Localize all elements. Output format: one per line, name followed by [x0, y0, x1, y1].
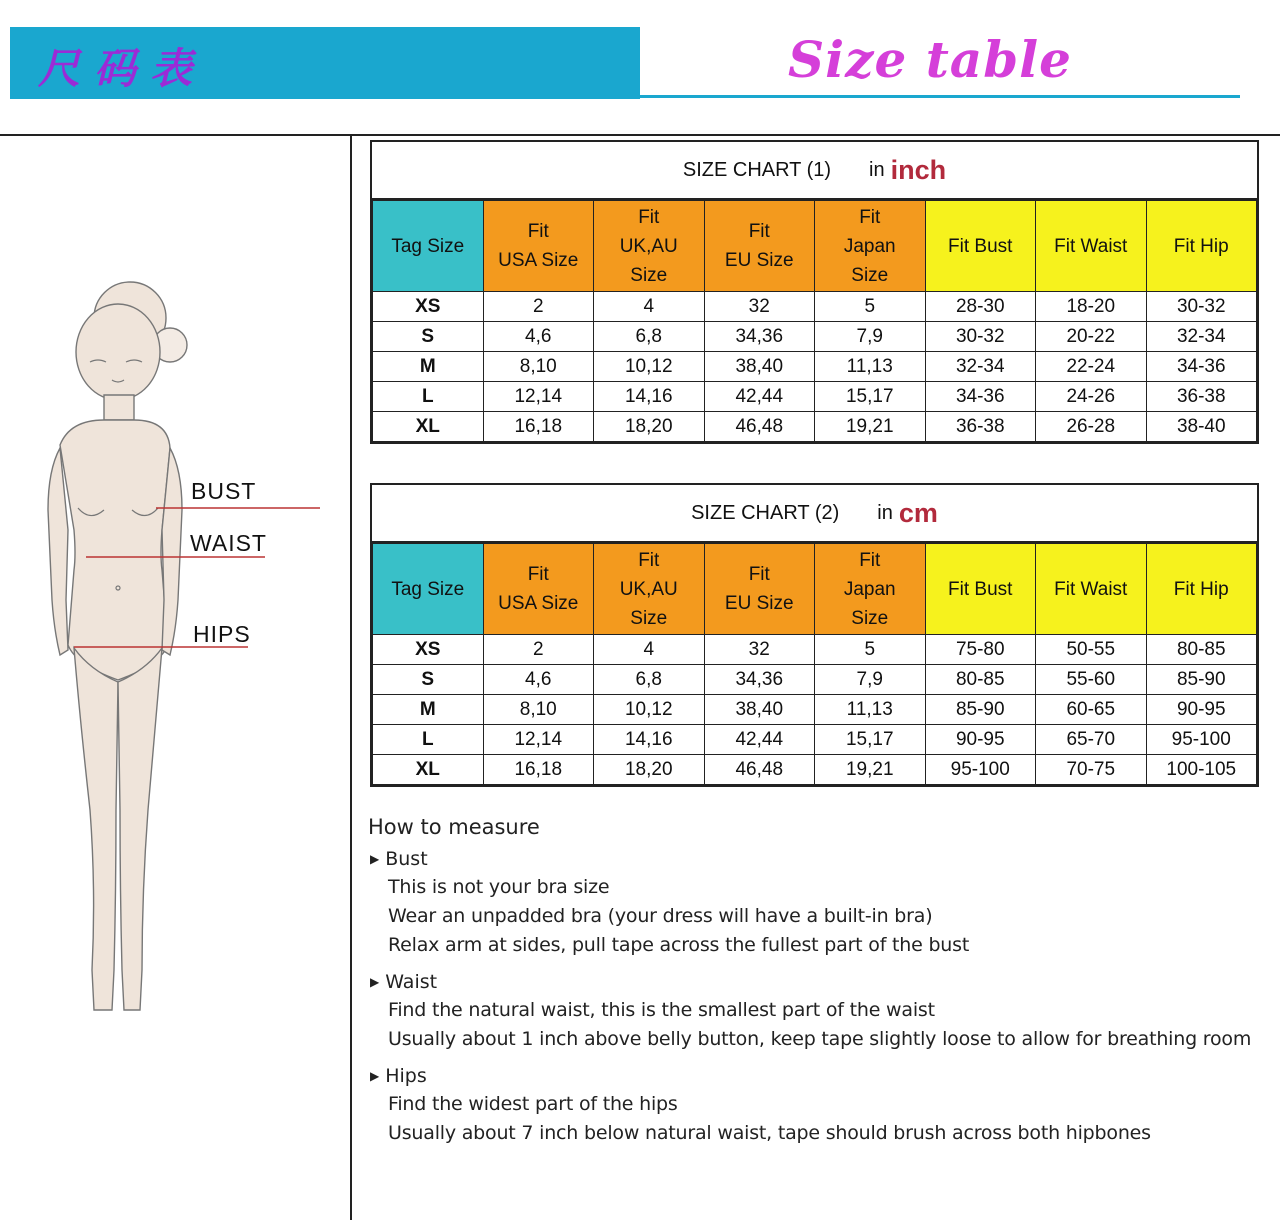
header-line: Size	[851, 607, 889, 629]
table-row	[373, 755, 1257, 785]
header-japan	[815, 544, 926, 635]
header-line: Size	[630, 264, 668, 286]
horizontal-divider	[0, 134, 1280, 136]
header-hip: Fit Hip	[1146, 201, 1257, 292]
header-japan	[815, 201, 926, 292]
table-cell: 16,18	[483, 755, 594, 785]
how-to-measure-title: How to measure	[368, 815, 540, 839]
chart-in-word: in	[877, 501, 893, 524]
table-cell: 34,36	[704, 665, 815, 695]
table-cell: 34-36	[1146, 352, 1257, 382]
header-line: Fit	[859, 206, 881, 228]
tag-size-cell: XL	[373, 755, 484, 785]
table-cell: 2	[483, 635, 594, 665]
header-bust: Fit Bust	[925, 544, 1036, 635]
header-line: Fit	[638, 549, 660, 571]
table-cell: 26-28	[1036, 412, 1147, 442]
header-line: USA Size	[498, 593, 579, 614]
table-cell: 8,10	[483, 695, 594, 725]
table-cell: 12,14	[483, 382, 594, 412]
table-cell: 5	[815, 635, 926, 665]
table-header-row	[373, 201, 1257, 292]
tag-size-cell: S	[373, 665, 484, 695]
table-cell: 32	[704, 635, 815, 665]
table-cell: 11,13	[815, 695, 926, 725]
header-line: UK,AU	[619, 235, 678, 257]
table-cell: 38-40	[1146, 412, 1257, 442]
table-cell: 18,20	[594, 412, 705, 442]
table-cell: 6,8	[594, 322, 705, 352]
chart-title: SIZE CHART (1)	[682, 158, 832, 181]
size-chart-cm	[370, 483, 1259, 787]
table-row	[373, 635, 1257, 665]
header-line: Size	[630, 607, 668, 629]
table-cell: 16,18	[483, 412, 594, 442]
header-uk	[594, 544, 705, 635]
table-cell: 8,10	[483, 352, 594, 382]
table-cell: 10,12	[594, 352, 705, 382]
size-table	[372, 543, 1257, 785]
table-cell: 65-70	[1036, 725, 1147, 755]
measure-section-name: Bust	[385, 848, 428, 870]
measure-section-title	[370, 968, 1273, 996]
table-cell: 12,14	[483, 725, 594, 755]
chart-title-bar	[372, 142, 1257, 200]
table-cell: 46,48	[704, 755, 815, 785]
table-cell: 32-34	[1146, 322, 1257, 352]
table-cell: 14,16	[594, 382, 705, 412]
table-cell: 46,48	[704, 412, 815, 442]
header-tag-size: Tag Size	[373, 544, 484, 635]
table-cell: 4,6	[483, 322, 594, 352]
hips-label: HIPS	[193, 621, 251, 647]
table-cell: 22-24	[1036, 352, 1147, 382]
header-tag-size: Tag Size	[373, 201, 484, 292]
tag-size-cell: XS	[373, 292, 484, 322]
table-cell: 85-90	[925, 695, 1036, 725]
measure-instruction: This is not your bra size	[388, 876, 610, 898]
table-cell: 75-80	[925, 635, 1036, 665]
measure-section-name: Waist	[385, 971, 438, 993]
tag-size-cell: M	[373, 695, 484, 725]
table-cell: 30-32	[1146, 292, 1257, 322]
table-cell: 10,12	[594, 695, 705, 725]
header-usa	[483, 544, 594, 635]
header-waist: Fit Waist	[1036, 544, 1147, 635]
measure-sections	[368, 845, 1273, 1148]
measure-section-title	[370, 845, 1273, 873]
table-cell: 34-36	[925, 382, 1036, 412]
size-chart-inch	[370, 140, 1259, 444]
header-line: EU Size	[724, 593, 794, 614]
table-row	[373, 292, 1257, 322]
body-figure-illustration	[30, 270, 360, 1030]
table-row	[373, 665, 1257, 695]
bullet-arrow-icon: ▶	[370, 1069, 380, 1083]
table-cell: 28-30	[925, 292, 1036, 322]
table-cell: 20-22	[1036, 322, 1147, 352]
table-cell: 36-38	[1146, 382, 1257, 412]
table-cell: 14,16	[594, 725, 705, 755]
tag-size-cell: M	[373, 352, 484, 382]
chart-unit: cm	[898, 497, 938, 528]
header-eu	[704, 544, 815, 635]
table-row	[373, 725, 1257, 755]
header-line: Fit	[638, 206, 660, 228]
header-line: USA Size	[498, 250, 579, 271]
table-cell: 95-100	[1146, 725, 1257, 755]
table-cell: 34,36	[704, 322, 815, 352]
measure-instruction: Relax arm at sides, pull tape across the fullest part of the bust	[388, 934, 970, 956]
table-body	[373, 292, 1257, 442]
header-line: Japan	[843, 235, 896, 257]
how-to-measure	[368, 815, 1273, 1156]
table-cell: 38,40	[704, 695, 815, 725]
chart-title: SIZE CHART (2)	[691, 501, 840, 524]
table-cell: 42,44	[704, 725, 815, 755]
measure-instruction: Usually about 1 inch above belly button, keep tape slightly loose to allow for breathing room	[388, 1028, 1252, 1050]
header-line: Fit	[527, 564, 549, 585]
waist-label: WAIST	[190, 530, 267, 556]
chart-in-word: in	[869, 158, 885, 181]
table-cell: 11,13	[815, 352, 926, 382]
bullet-arrow-icon: ▶	[370, 975, 380, 989]
table-cell: 95-100	[925, 755, 1036, 785]
table-cell: 90-95	[1146, 695, 1257, 725]
table-cell: 32-34	[925, 352, 1036, 382]
measure-instruction: Wear an unpadded bra (your dress will have a built-in bra)	[388, 905, 933, 927]
table-cell: 18-20	[1036, 292, 1147, 322]
table-cell: 42,44	[704, 382, 815, 412]
table-row	[373, 382, 1257, 412]
header-eu	[704, 201, 815, 292]
chart-unit: inch	[890, 154, 947, 185]
measure-section	[368, 968, 1273, 1054]
measure-section	[368, 1062, 1273, 1148]
table-row	[373, 352, 1257, 382]
tag-size-cell: XS	[373, 635, 484, 665]
tag-size-cell: L	[373, 382, 484, 412]
table-cell: 80-85	[925, 665, 1036, 695]
size-table	[372, 200, 1257, 442]
table-cell: 55-60	[1036, 665, 1147, 695]
table-header-row	[373, 544, 1257, 635]
tag-size-cell: S	[373, 322, 484, 352]
measure-instruction: Find the natural waist, this is the smallest part of the waist	[388, 999, 935, 1021]
measure-instruction: Find the widest part of the hips	[388, 1093, 678, 1115]
table-cell: 60-65	[1036, 695, 1147, 725]
table-cell: 100-105	[1146, 755, 1257, 785]
table-cell: 4	[594, 292, 705, 322]
table-cell: 38,40	[704, 352, 815, 382]
header-hip: Fit Hip	[1146, 544, 1257, 635]
table-row	[373, 695, 1257, 725]
table-body	[373, 635, 1257, 785]
table-cell: 2	[483, 292, 594, 322]
measure-section-title	[370, 1062, 1273, 1090]
header-uk	[594, 201, 705, 292]
table-cell: 7,9	[815, 665, 926, 695]
chart-title-bar	[372, 485, 1257, 543]
header-underline	[640, 95, 1240, 98]
table-cell: 15,17	[815, 725, 926, 755]
measure-instruction: Usually about 7 inch below natural waist, tape should brush across both hipbones	[388, 1122, 1151, 1144]
header-waist: Fit Waist	[1036, 201, 1147, 292]
table-cell: 50-55	[1036, 635, 1147, 665]
table-cell: 4	[594, 635, 705, 665]
table-cell: 32	[704, 292, 815, 322]
table-cell: 85-90	[1146, 665, 1257, 695]
header-line: UK,AU	[619, 578, 678, 600]
table-cell: 90-95	[925, 725, 1036, 755]
header-usa	[483, 201, 594, 292]
table-cell: 19,21	[815, 412, 926, 442]
header-line: Japan	[843, 578, 896, 600]
measure-section-name: Hips	[385, 1065, 427, 1087]
bullet-arrow-icon: ▶	[370, 852, 380, 866]
table-cell: 7,9	[815, 322, 926, 352]
header-line: EU Size	[724, 250, 794, 271]
page-title: Size table	[788, 30, 1072, 89]
table-cell: 70-75	[1036, 755, 1147, 785]
header-line: Size	[851, 264, 889, 286]
table-cell: 19,21	[815, 755, 926, 785]
table-cell: 24-26	[1036, 382, 1147, 412]
header-line: Fit	[527, 221, 549, 242]
bust-label: BUST	[191, 478, 257, 504]
table-cell: 30-32	[925, 322, 1036, 352]
brand-logo: 尺码表	[38, 44, 207, 93]
table-cell: 18,20	[594, 755, 705, 785]
measure-section	[368, 845, 1273, 960]
table-cell: 4,6	[483, 665, 594, 695]
header-line: Fit	[748, 221, 770, 242]
table-row	[373, 412, 1257, 442]
table-cell: 36-38	[925, 412, 1036, 442]
table-cell: 6,8	[594, 665, 705, 695]
tag-size-cell: XL	[373, 412, 484, 442]
tag-size-cell: L	[373, 725, 484, 755]
table-cell: 5	[815, 292, 926, 322]
header-bust: Fit Bust	[925, 201, 1036, 292]
table-cell: 80-85	[1146, 635, 1257, 665]
header-line: Fit	[748, 564, 770, 585]
header-line: Fit	[859, 549, 881, 571]
table-row	[373, 322, 1257, 352]
table-cell: 15,17	[815, 382, 926, 412]
